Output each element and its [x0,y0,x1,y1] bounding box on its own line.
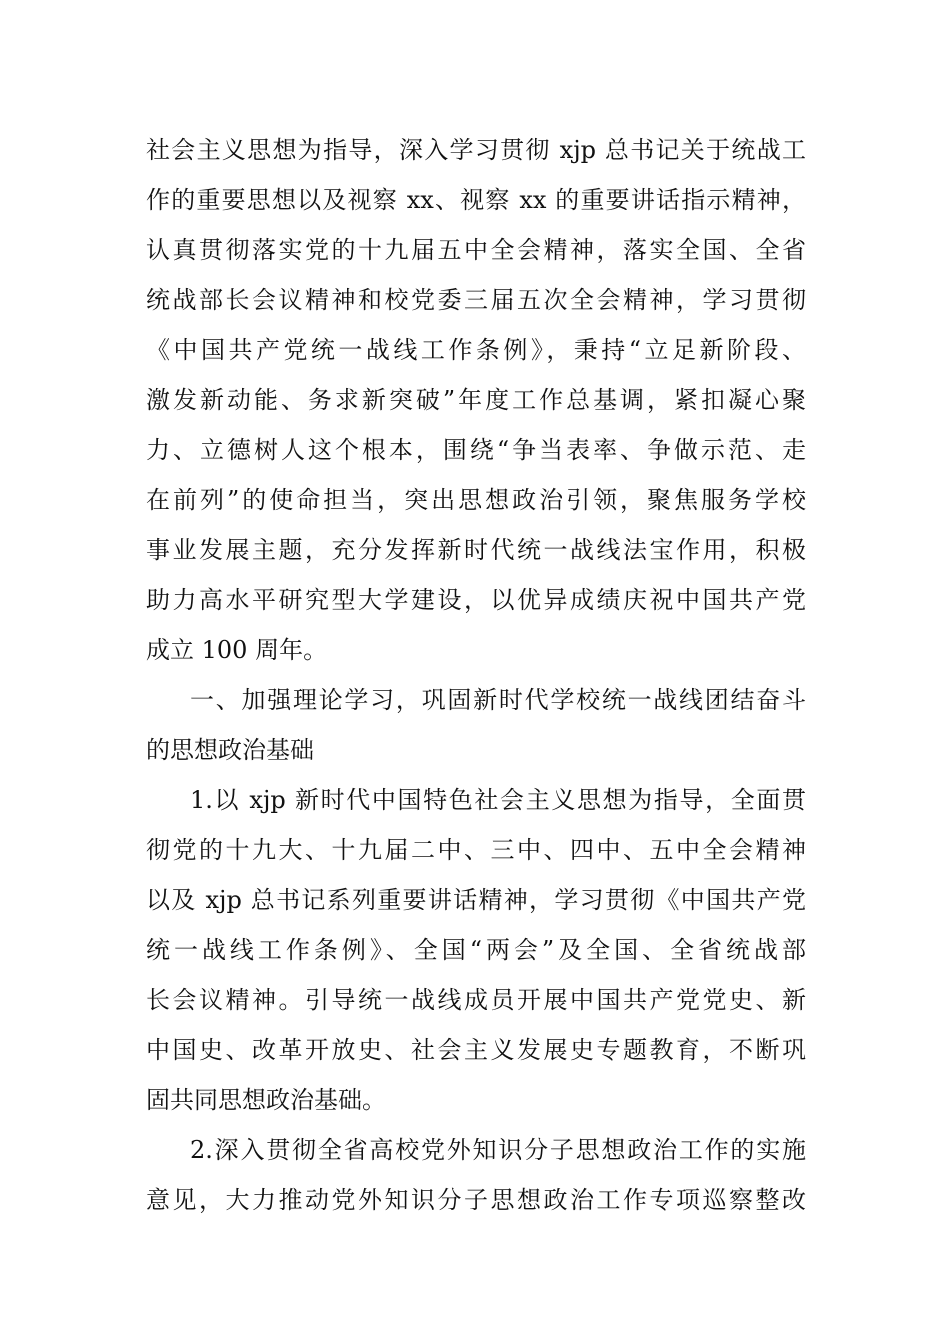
text-line: 成立 100 周年。 [146,636,328,664]
text-line: 中国史、改革开放史、社会主义发展史专题教育，不断巩 [146,1036,806,1064]
text-line: 在前列”的使命担当，突出思想政治引领，聚焦服务学校 [146,486,806,514]
text-line: 事业发展主题，充分发挥新时代统一战线法宝作用，积极 [146,536,806,564]
text-line: 的思想政治基础 [146,736,314,764]
text-line: 固共同思想政治基础。 [146,1086,386,1114]
text-line: 认真贯彻落实党的十九届五中全会精神，落实全国、全省 [146,236,806,264]
text-line: 助力高水平研究型大学建设，以优异成绩庆祝中国共产党 [146,586,806,614]
text-line: 统一战线工作条例》、全国“两会”及全国、全省统战部 [146,936,806,964]
text-line: 社会主义思想为指导，深入学习贯彻 xjp 总书记关于统战工 [146,136,806,164]
text-line: 彻党的十九大、十九届二中、三中、四中、五中全会精神 [146,836,806,864]
text-line: 一、加强理论学习，巩固新时代学校统一战线团结奋斗 [190,686,806,714]
text-line: 作的重要思想以及视察 xx、视察 xx 的重要讲话指示精神， [146,186,806,214]
text-line: 意见，大力推动党外知识分子思想政治工作专项巡察整改 [146,1186,806,1214]
text-line: 长会议精神。引导统一战线成员开展中国共产党党史、新 [146,986,806,1014]
text-line: 统战部长会议精神和校党委三届五次全会精神，学习贯彻 [146,286,806,314]
text-line: 1.以 xjp 新时代中国特色社会主义思想为指导，全面贯 [190,786,806,814]
text-line: 力、立德树人这个根本，围绕“争当表率、争做示范、走 [146,436,806,464]
text-line: 《中国共产党统一战线工作条例》，秉持“立足新阶段、 [146,336,806,364]
body-text [146,125,806,1225]
text-line: 激发新动能、务求新突破”年度工作总基调，紧扣凝心聚 [146,386,806,414]
text-line: 2.深入贯彻全省高校党外知识分子思想政治工作的实施 [190,1136,806,1164]
text-line: 以及 xjp 总书记系列重要讲话精神，学习贯彻《中国共产党 [146,886,806,914]
